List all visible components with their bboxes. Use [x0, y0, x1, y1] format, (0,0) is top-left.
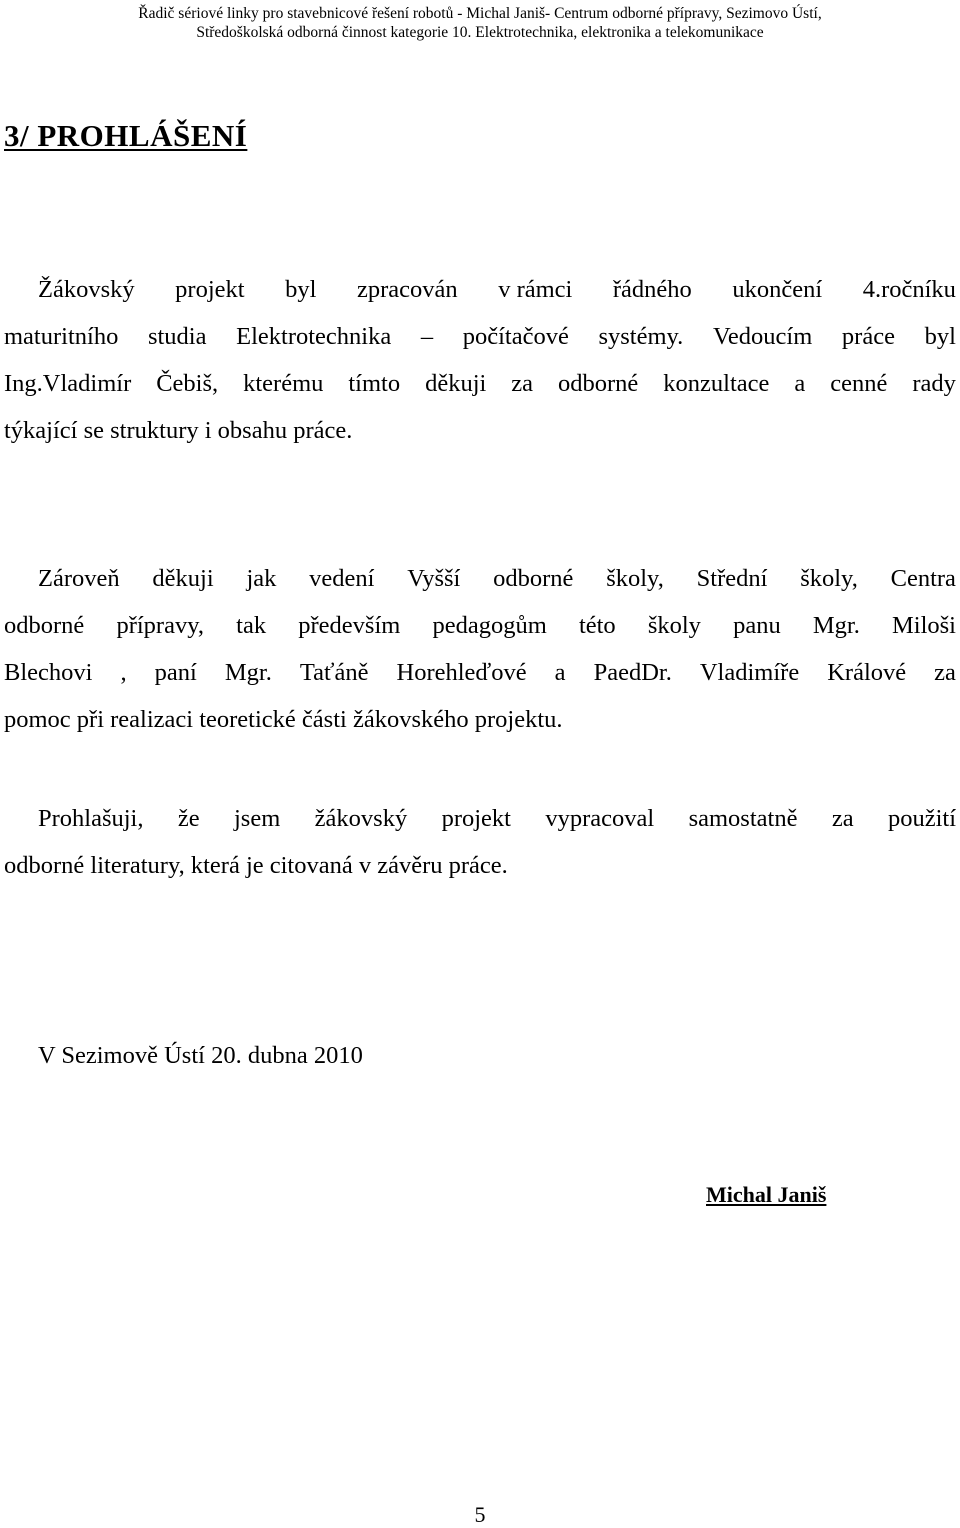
word: děkuji — [152, 565, 214, 592]
word: školy, — [606, 565, 664, 592]
word: Mgr. — [224, 659, 272, 686]
word: studia — [147, 323, 207, 350]
word: PaedDr. — [593, 659, 672, 686]
word: Vladimíře — [699, 659, 800, 686]
paragraph-line — [4, 649, 956, 696]
word: a — [794, 370, 806, 397]
paragraph-line — [4, 360, 956, 407]
paragraph-line: týkající se struktury i obsahu práce. — [4, 417, 353, 444]
word: pedagogům — [432, 612, 547, 639]
paragraph-line — [4, 313, 956, 360]
word: byl — [924, 323, 956, 350]
word: rady — [912, 370, 956, 397]
paragraph-acknowledgement — [4, 555, 956, 743]
word: jsem — [234, 805, 281, 832]
word: – — [420, 323, 434, 350]
paragraph-line — [4, 266, 956, 313]
word: Žákovský — [38, 276, 135, 303]
word: za — [511, 370, 534, 397]
word: odborné — [493, 565, 574, 592]
word: Ing.Vladimír — [4, 370, 132, 397]
word: cenné — [830, 370, 888, 397]
word: děkuji — [425, 370, 487, 397]
section-heading: 3/ PROHLÁŠENÍ — [4, 118, 248, 153]
word: Králové — [827, 659, 907, 686]
paragraph-project-info — [4, 266, 956, 454]
word: Centra — [890, 565, 956, 592]
word: ukončení — [732, 276, 823, 303]
word: Blechovi — [4, 659, 93, 686]
word: v rámci — [498, 276, 573, 303]
word: vedení — [309, 565, 375, 592]
word: projekt — [175, 276, 245, 303]
word: použití — [887, 805, 956, 832]
word: projekt — [441, 805, 511, 832]
running-header — [0, 4, 960, 42]
word: žákovský — [314, 805, 408, 832]
word: jak — [246, 565, 277, 592]
word: přípravy, — [116, 612, 204, 639]
word: samostatně — [688, 805, 798, 832]
header-line-2: Středoškolská odborná činnost kategorie 10. Elektrotechnika, elektronika a telekomunikace — [196, 24, 764, 41]
word: vypracoval — [545, 805, 655, 832]
word: školy — [647, 612, 701, 639]
word: maturitního — [4, 323, 119, 350]
word: Zároveň — [38, 565, 120, 592]
word: , — [120, 659, 127, 686]
word: tímto — [348, 370, 401, 397]
paragraph-line — [4, 555, 956, 602]
word: Mgr. — [812, 612, 860, 639]
paragraph-line: odborné literatury, která je citovaná v závěru práce. — [4, 852, 508, 879]
word: Čebiš, — [156, 370, 219, 397]
word: za — [831, 805, 854, 832]
word: a — [554, 659, 566, 686]
author-signature: Michal Janiš — [706, 1182, 827, 1207]
word: Horehleďové — [396, 659, 527, 686]
word: tak — [236, 612, 267, 639]
word: Elektrotechnika — [236, 323, 392, 350]
word: zpracován — [356, 276, 458, 303]
paragraph-line — [4, 602, 956, 649]
word: Střední — [696, 565, 768, 592]
word: řádného — [612, 276, 692, 303]
word: paní — [154, 659, 197, 686]
word: odborné — [4, 612, 85, 639]
word: Miloši — [892, 612, 956, 639]
word: především — [298, 612, 401, 639]
word: Taťáně — [299, 659, 369, 686]
word: práce — [841, 323, 895, 350]
word: byl — [285, 276, 317, 303]
word: Vyšší — [407, 565, 461, 592]
word: odborné — [558, 370, 639, 397]
word: počítačové — [462, 323, 569, 350]
word: za — [934, 659, 956, 686]
word: 4.ročníku — [862, 276, 956, 303]
word: panu — [733, 612, 781, 639]
word: že — [177, 805, 200, 832]
word: kterému — [243, 370, 324, 397]
word: školy, — [800, 565, 858, 592]
page-number: 5 — [474, 1502, 486, 1527]
place-and-date: V Sezimově Ústí 20. dubna 2010 — [38, 1042, 363, 1069]
paragraph-declaration — [4, 795, 956, 889]
header-line-1: Řadič sériové linky pro stavebnicové řešení robotů - Michal Janiš- Centrum odborné přípravy, Sezimovo Ústí, — [138, 5, 822, 22]
word: této — [578, 612, 616, 639]
word: Vedoucím — [712, 323, 813, 350]
paragraph-line: pomoc při realizaci teoretické části žákovského projektu. — [4, 706, 563, 733]
word: konzultace — [663, 370, 770, 397]
word: systémy. — [598, 323, 684, 350]
word: Prohlašuji, — [38, 805, 144, 832]
paragraph-line — [4, 795, 956, 842]
